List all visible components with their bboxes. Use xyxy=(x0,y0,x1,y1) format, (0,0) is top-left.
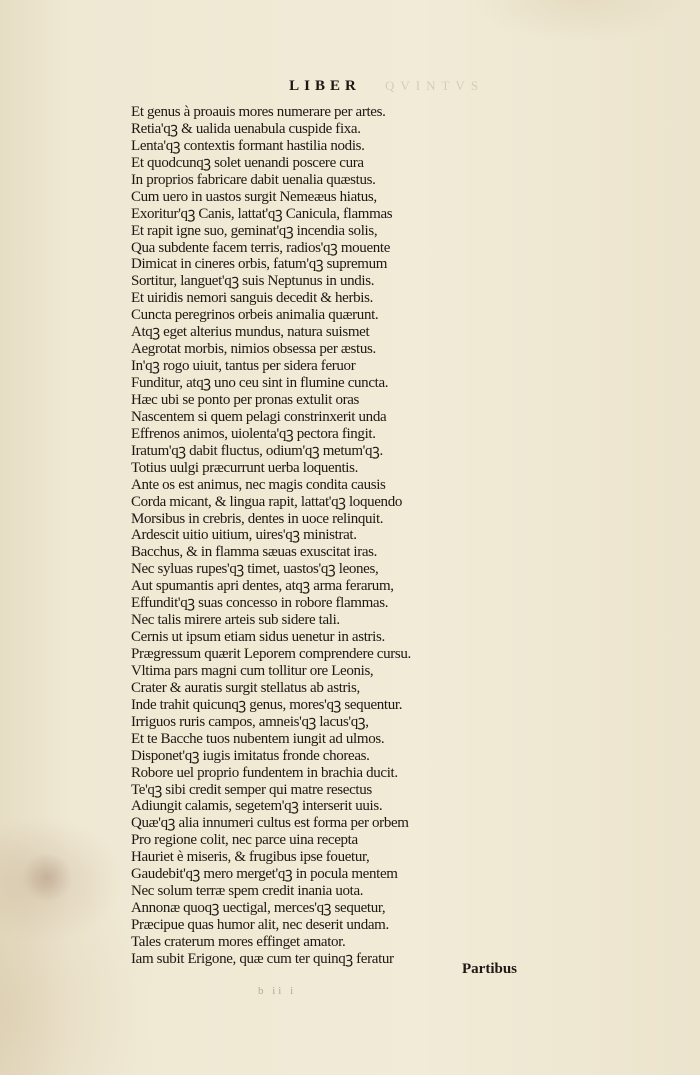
verse-line: Nec syluas rupes'qꝫ timet, uastos'qꝫ leones, xyxy=(131,561,379,578)
verse-line: Prægressum quærit Leporem comprendere cursu. xyxy=(131,646,411,662)
verse-line: Et te Bacche tuos nubentem iungit ad ulmos. xyxy=(131,730,385,747)
verse-line: Robore uel proprio fundentem in brachia ducit. xyxy=(131,764,398,781)
verse-line: Aegrotat morbis, nimios obsessa per æstus. xyxy=(131,341,376,358)
verse-line: Retia'qꝫ & ualida uenabula cuspide fixa. xyxy=(131,120,361,137)
running-head-title: LIBER xyxy=(289,78,361,94)
verse-line: Irriguos ruris campos, amneis'qꝫ lacus'qꝫ, xyxy=(131,713,369,730)
verse-line: Cum uero in uastos surgit Nemeæus hiatus, xyxy=(131,188,377,205)
verse-line: Cernis ut ipsum etiam sidus uenetur in astris. xyxy=(131,629,385,646)
verse-line: Nascentem si quem pelagi constrinxerit unda xyxy=(131,408,387,425)
verse-line: Sortitur, languet'qꝫ suis Neptunus in undis. xyxy=(131,273,375,290)
verse-line: Disponet'qꝫ iugis imitatus fronde choreas. xyxy=(131,747,370,764)
verse-line: Et rapit igne suo, geminat'qꝫ incendia solis, xyxy=(131,222,378,239)
verse-line: Atqꝫ eget alterius mundus, natura suismet xyxy=(131,324,370,341)
verse-line: Gaudebit'qꝫ mero merget'qꝫ in pocula mentem xyxy=(131,866,398,883)
verse-line: In'qꝫ rogo uiuit, tantus per sidera feruor xyxy=(131,358,356,375)
verse-line: Tales craterum mores effinget amator. xyxy=(131,933,346,950)
verse-line: Hæc ubi se ponto per pronas extulit oras xyxy=(131,391,360,408)
verse-line: Qua subdente facem terris, radios'qꝫ mouente xyxy=(131,239,391,256)
verse-line: Præcipue quas humor alit, nec deserit undam. xyxy=(131,917,389,933)
verse-line: Effrenos animos, uiolenta'qꝫ pectora fingit. xyxy=(131,425,376,442)
running-head xyxy=(0,78,700,95)
verse-line: Nec talis mirere arteis sub sidere tali. xyxy=(131,612,340,629)
verse-line: Ante os est animus, nec magis condita causis xyxy=(131,476,386,493)
verse-line: Iratum'qꝫ dabit fluctus, odium'qꝫ metum'qꝫ. xyxy=(131,442,383,459)
verse-line: Lenta'qꝫ contextis formant hastilia nodis. xyxy=(131,137,365,154)
verse-line: Nec solum terræ spem credit inania uota. xyxy=(131,883,364,900)
verse-line: Et genus à proauis mores numerare per artes. xyxy=(131,104,386,120)
verse-line: Funditur, atqꝫ uno ceu sint in flumine cuncta. xyxy=(131,375,389,391)
show-through-running-head: QVINTVS xyxy=(385,78,485,93)
verse-line: Crater & auratis surgit stellatus ab astris, xyxy=(131,679,360,696)
verse-line: Effundit'qꝫ suas concesso in robore flammas. xyxy=(131,595,389,612)
verse-line: Iam subit Erigone, quæ cum ter quinqꝫ feratur xyxy=(131,950,394,967)
verse-line: Exoritur'qꝫ Canis, lattat'qꝫ Canicula, flammas xyxy=(131,205,393,222)
verse-line: Corda micant, & lingua rapit, lattat'qꝫ loquendo xyxy=(131,493,403,510)
verse-line: Cuncta peregrinos orbeis animalia quærunt. xyxy=(131,307,379,324)
verse-line: Vltima pars magni cum tollitur ore Leonis, xyxy=(131,662,374,679)
verse-line: Et uiridis nemori sanguis decedit & herbis. xyxy=(131,290,373,307)
verse-line: Et quodcunqꝫ solet uenandi poscere cura xyxy=(131,154,364,171)
verse-line: Inde trahit quicunqꝫ genus, mores'qꝫ sequentur. xyxy=(131,696,403,713)
verse-line: Morsibus in crebris, dentes in uoce relinquit. xyxy=(131,510,384,527)
verse-line: Quæ'qꝫ alia innumeri cultus est forma per orbem xyxy=(131,815,409,832)
signature-mark: b ii i xyxy=(258,985,297,997)
verse-line: Aut spumantis apri dentes, atqꝫ arma ferarum, xyxy=(131,578,394,595)
catchword: Partibus xyxy=(462,961,518,977)
verse-line: Bacchus, & in flamma sæuas exuscitat iras. xyxy=(131,544,378,561)
verse-line: Ardescit uitio uitium, uires'qꝫ ministrat. xyxy=(131,527,357,544)
verse-line: Pro regione colit, nec parce uina recepta xyxy=(131,832,358,849)
verse-line: Totius uulgi præcurrunt uerba loquentis. xyxy=(131,459,358,476)
foxing-stain xyxy=(20,855,75,900)
verse-line: In proprios fabricare dabit uenalia quæstus. xyxy=(131,171,376,188)
verse-line: Hauriet è miseris, & frugibus ipse fouetur, xyxy=(131,849,370,866)
verse-line: Annonæ quoqꝫ uectigal, merces'qꝫ sequetur, xyxy=(131,900,386,917)
verse-line: Te'qꝫ sibi credit semper qui matre resectus xyxy=(131,781,372,798)
verse-line: Dimicat in cineres orbis, fatum'qꝫ supremum xyxy=(131,256,388,273)
verse-column xyxy=(131,104,411,968)
verse-line: Adiungit calamis, segetem'qꝫ interserit uuis. xyxy=(131,798,383,815)
